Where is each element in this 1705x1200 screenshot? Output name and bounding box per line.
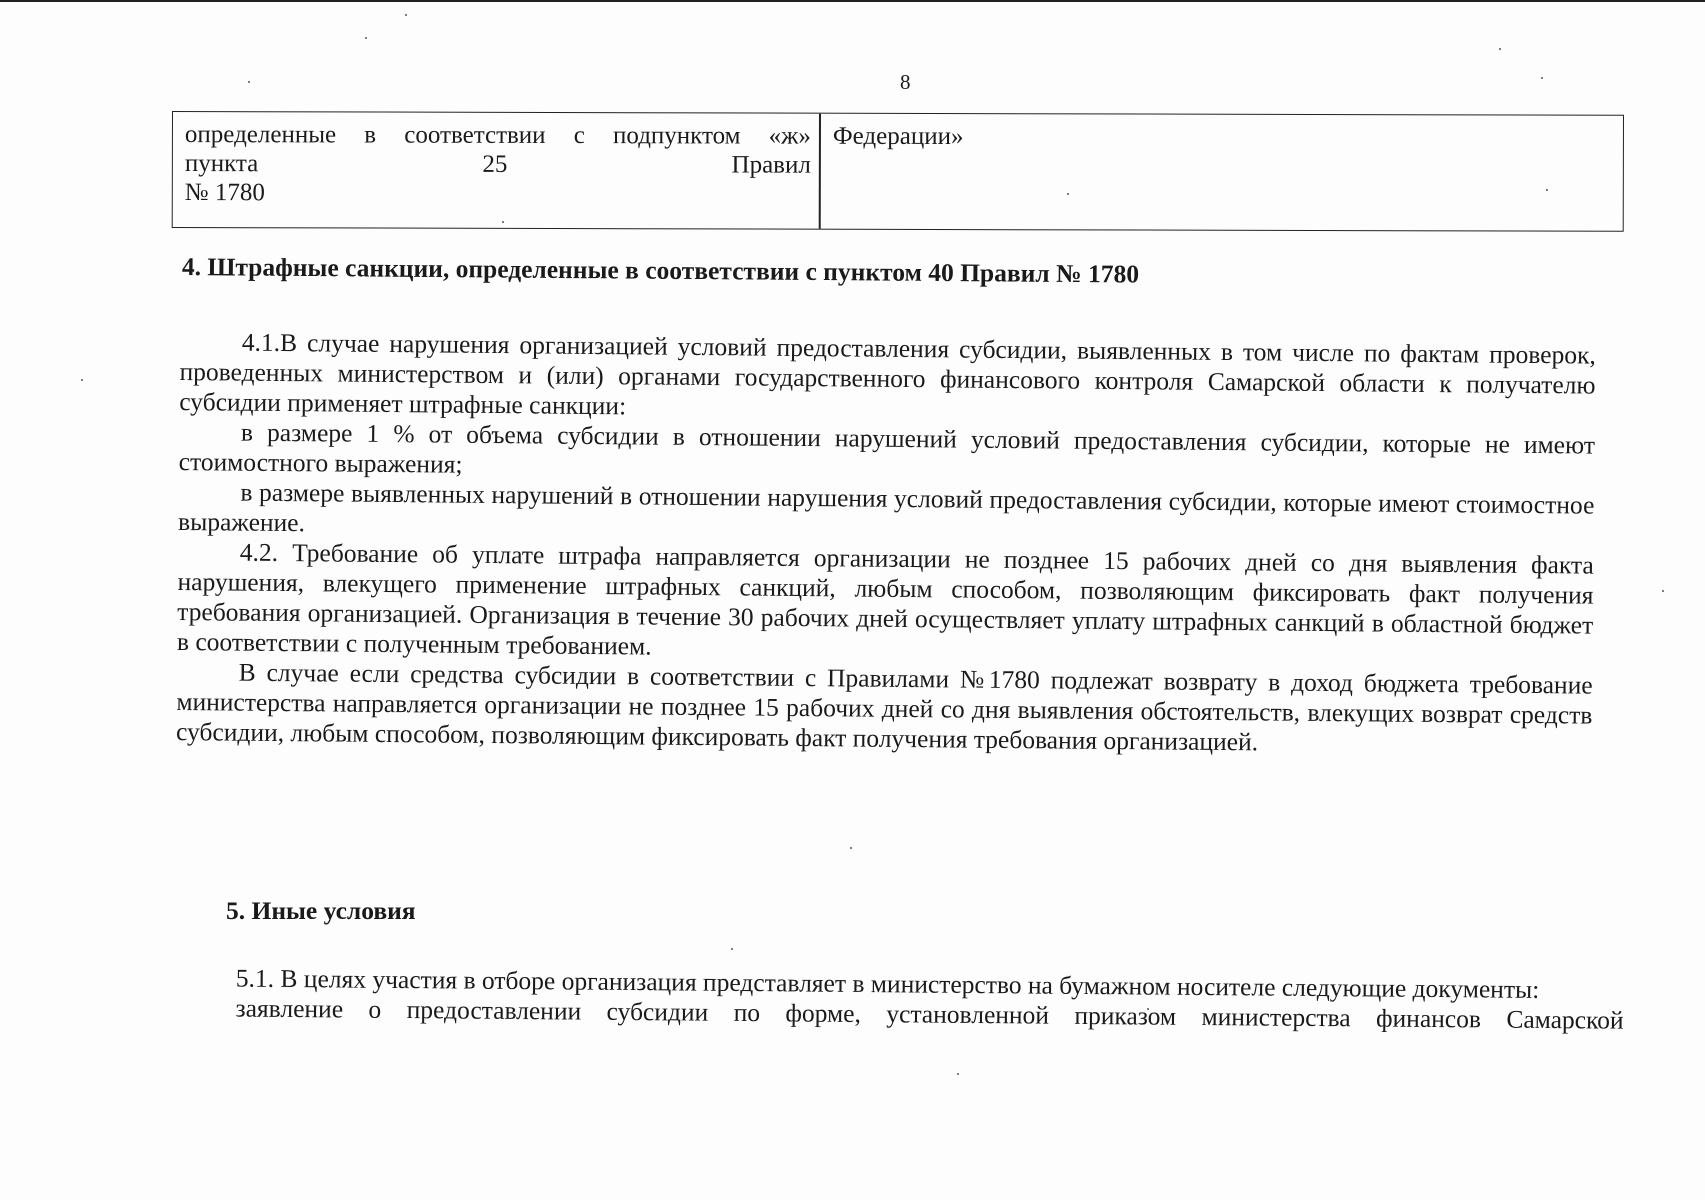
- paragraph-4-2-return: В случае если средства субсидии в соответствии с Правилами №1780 подлежат возврату в доход бюджета требование министерства направляется организации не позднее 15 рабочих дней со дня выявления обстоятельств, влекущих возврат средств субсидии, любым способом, позволяющим фиксировать факт получения требования организацией.: [175, 657, 1593, 757]
- scan-speck: [957, 1073, 959, 1075]
- scan-speck: [1499, 48, 1501, 50]
- scan-speck: [81, 379, 83, 381]
- word: 25: [482, 150, 508, 178]
- word: подпунктом: [613, 122, 741, 150]
- scan-speck: [405, 14, 407, 16]
- section-5-body: [173, 963, 1623, 1036]
- page-number: 8: [900, 70, 911, 94]
- paragraph-4-2: 4.2. Требование об уплате штрафа направляется организации не позднее 15 рабочих дней со дня выявления факта нарушения, влекущего применение штрафных санкций, любым способом, позволяющим фиксировать факт получения требования организацией. Организация в течение 30 рабочих дней осуществляет уплату штрафных санкций в областной бюджет в соответствии с полученным требованием.: [176, 537, 1594, 661]
- word: «ж»: [768, 122, 811, 150]
- table-cell-line: [185, 120, 811, 151]
- word: определенные: [184, 121, 337, 149]
- paragraph-4-1-a: в размере 1 % от объема субсидии в отношении нарушений условий предоставления субсидии, которые не имеют стоимостного выражения;: [178, 417, 1596, 479]
- table-cell-line: [185, 149, 811, 180]
- scan-speck: [365, 37, 367, 39]
- paragraph-5-1-a: заявление о предоставлении субсидии по форме, установленной приказом министерства финансов Самарской: [235, 993, 1624, 1035]
- table-fragment: [172, 111, 1624, 232]
- word: Правил: [731, 151, 811, 179]
- scan-speck: [248, 81, 250, 83]
- table-cell-right: Федерации»: [832, 122, 964, 151]
- section-5-heading: 5. Иные условия: [226, 896, 416, 925]
- section-4-body: [176, 327, 1596, 761]
- scan-speck: [1662, 590, 1664, 592]
- section-4-heading: 4. Штрафные санкции, определенные в соответствии с пунктом 40 Правил № 1780: [181, 252, 1140, 289]
- paragraph-4-1-b: в размере выявленных нарушений в отношении нарушения условий предоставления субсидии, которые имеют стоимостное выражение.: [177, 477, 1595, 538]
- paragraph-4-1: 4.1.В случае нарушения организацией условий предоставления субсидии, выявленных в том числе по фактам проверок, проведенных министерством и (или) органами государственного финансового контроля Самарской области к получателю субсидии применяет штрафные санкции:: [179, 327, 1596, 421]
- word: пункта: [184, 150, 259, 178]
- table-cell-left: [185, 120, 811, 209]
- scan-speck: [1541, 77, 1543, 79]
- table-column-divider: [819, 114, 821, 229]
- paragraph-5-1: 5.1. В целях участия в отборе организация представляет в министерство на бумажном носителе следующие документы:: [235, 963, 1540, 1004]
- word: соответствии: [404, 121, 546, 149]
- word: в: [364, 121, 377, 149]
- table-cell-line: [185, 178, 811, 209]
- scan-speck: [731, 948, 733, 950]
- scan-speck: [850, 847, 852, 849]
- word: № 1780: [184, 179, 265, 207]
- scan-top-edge: [0, 0, 1705, 2]
- word: с: [573, 122, 585, 150]
